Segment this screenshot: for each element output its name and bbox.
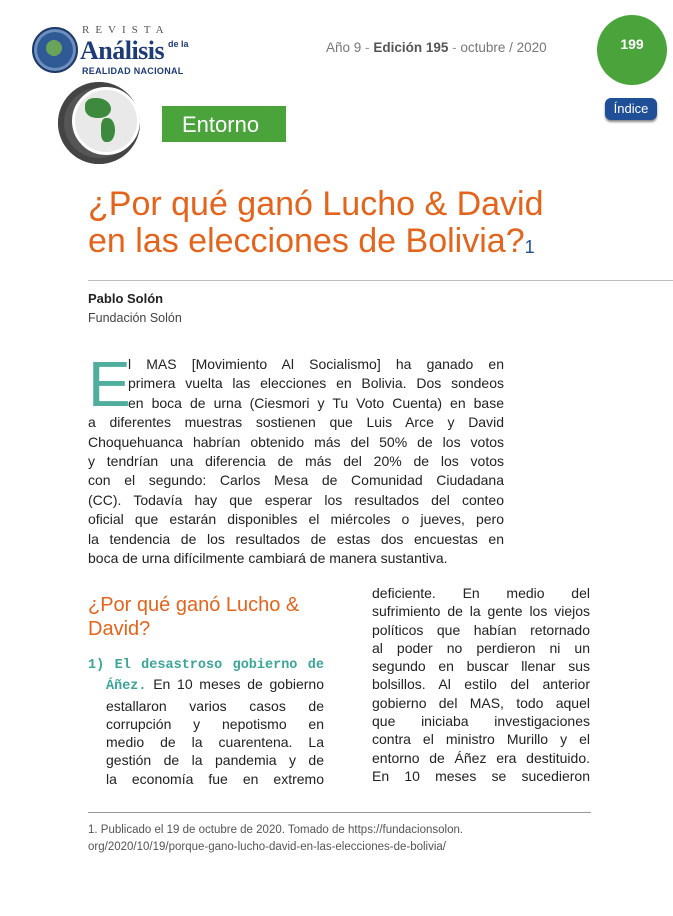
point-1-line: la economía fue en extremo [106,770,324,787]
logo-analisis: Análisis [80,36,165,65]
author-name: Pablo Solón [88,291,164,306]
intro-paragraph [88,355,504,568]
footnote-line-1[interactable]: 1. Publicado el 19 de octubre de 2020. Tomado de https://fundacionsolon. [88,824,464,836]
intro-line: con el segundo: Carlos Mesa de Comunidad Ciudadana [88,472,504,489]
title-footnote-ref[interactable]: 1 [524,237,535,257]
title-divider [88,280,673,281]
logo-revista: REVISTA [82,24,170,36]
intro-line: boca de urna difícilmente cambiará de manera sustantiva. [88,550,448,567]
footnote [88,822,608,856]
intro-line: l MAS [Movimiento Al Socialismo] ha ganado en [128,356,504,372]
intro-line: en boca de urna (Ciesmori y Tu Voto Cuenta) en base [128,394,504,411]
column-2-line: que iniciaba investigaciones [372,713,590,730]
seal-icon [32,27,78,73]
point-1-text: En 10 meses de gobierno [153,676,324,693]
column-2-line: bolsillos. Al estilo del anterior [372,676,590,693]
column-2-line: deficiente. En medio del [372,585,590,601]
intro-line: primera vuelta las elecciones en Bolivia. Dos sondeos [128,375,504,392]
point-1-label: 1) El desastroso gobierno de [88,658,324,673]
edition-sep-2: - [452,40,457,55]
title-line-1: ¿Por qué ganó Lucho & David [88,185,544,223]
point-1-line: corrupción y nepotismo en [106,715,324,732]
column-2-line: políticos que habían retornado [372,621,590,638]
edition-date: octubre / 2020 [460,40,547,55]
section-subheading: ¿Por qué ganó Lucho & David? [88,594,300,640]
magazine-logo [30,22,200,80]
edition-info [326,40,547,55]
globe-land-south [101,118,115,142]
drop-cap: E [88,348,131,420]
column-left [88,657,324,788]
point-1-line: medio de la cuarentena. La [106,734,324,751]
footnote-line-2[interactable]: org/2020/10/19/porque-gano-lucho-david-en-las-elecciones-de-bolivia/ [88,841,446,853]
page-number: 199 [620,36,644,52]
article-title [88,186,648,260]
point-1-line [88,675,324,696]
section-label: Entorno [182,112,260,137]
title-line-2: en las elecciones de Bolivia? [88,222,525,260]
column-2-line: En 10 meses se sucedieron [372,767,590,784]
column-2-line: sufrimiento de la gente los viejos [372,603,590,620]
point-1-line: gestión de la pandemia y de [106,752,324,769]
column-2-line: entorno de Áñez era destituido. [372,749,590,766]
globe-icon [72,87,140,155]
intro-line: oficial que estarán disponibles el miércoles o jueves, pero [88,511,504,528]
intro-line: y tendrían una diferencia de más del 20% de los votos [88,453,504,470]
column-2-line: gobierno del MAS, todo aquel [372,694,590,711]
index-button[interactable]: Índice [605,98,657,120]
footnote-divider [88,812,591,813]
edition-sep: - [365,40,370,55]
intro-line: la tendencia de los resultados de estas dos encuestas en [88,530,504,547]
logo-dela: de la [168,39,189,49]
edition-number: Edición 195 [373,40,449,55]
logo-realidad: REALIDAD NACIONAL [82,66,184,76]
author-organization: Fundación Solón [88,311,182,325]
point-1-line: estallaron varios casos de [106,697,324,714]
intro-line: a diferentes muestras sostienen que Luis Arce y David [88,414,504,431]
column-right [372,584,590,785]
globe-land-north [85,98,111,118]
section-banner [162,106,286,142]
column-2-line: contra el ministro Murillo y el [372,731,590,748]
page-number-badge [597,15,667,85]
intro-line: Choquehuanca habrían obtenido más del 50% de los votos [88,433,504,450]
edition-year: Año 9 [326,40,362,55]
point-1-label-cont: Áñez. [106,679,147,695]
column-2-line: al poder no perdieron ni un [372,639,590,656]
column-2-line: segundo en buscar llenar sus [372,658,590,675]
intro-line: (CC). Todavía hay que esperar los resultados del conteo [88,491,504,508]
